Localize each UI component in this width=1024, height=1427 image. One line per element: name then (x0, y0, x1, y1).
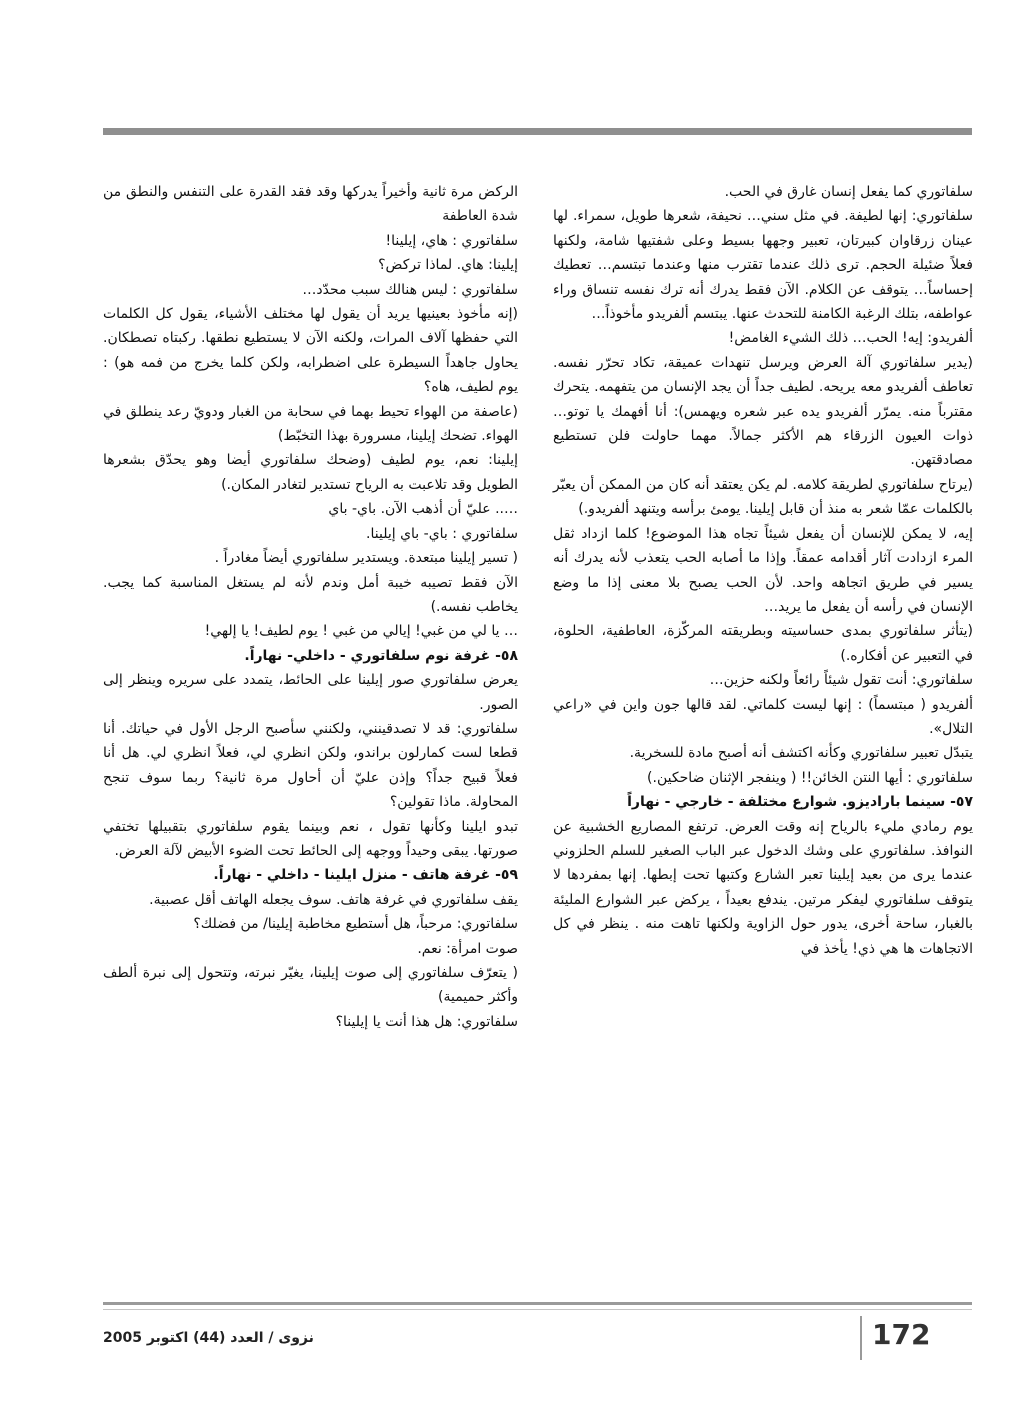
paragraph: سلفاتوري : أيها النتن الخائن!! ( وينفجر الإثنان ضاحكين.) (647, 769, 973, 786)
paragraph: (يتأثر سلفاتوري بمدى حساسيته وبطريقته المركّزة، العاطفية، الحلوة، في التعبير عن أفكاره.) (553, 623, 973, 664)
scene-heading: ٥٧- سينما باراديزو. شوارع مختلفة - خارجي - نهاراً (627, 794, 973, 811)
footer-rule (103, 1302, 972, 1305)
header-rule (103, 128, 972, 135)
paragraph: سلفاتوري: إنها لطيفة. في مثل سني… نحيفة، شعرها طويل، سمراء. لها عينان زرقاوان كبيرتان، تعبير وجهها بسيط وعلى شفتيها شامة، ولكنها فعلاً ضئيلة الحجم. ترى ذلك عندما تقترب منها وعندما تبتسم… تعطيك إحساساً… يتوقف عن الكلام. الآن فقط يدرك أنه ترك نفسه تنساق وراء عواطفه، بتلك الرغبة الكامنة للتحدث عنها. يبتسم ألفريدو مأخوذاً… (553, 208, 973, 323)
publication-info: نزوى / العدد (44) اكتوبر 2005 (103, 1330, 314, 1346)
paragraph: … يا لي من غبي! إيالي من غبي ! يوم لطيف! يا إلهي! (204, 623, 518, 640)
paragraph: سلفاتوري : ليس هنالك سبب محدّد… (302, 281, 518, 298)
paragraph: سلفاتوري: هل هذا أنت يا إيلينا؟ (335, 1013, 518, 1030)
paragraph: سلفاتوري كما يفعل إنسان غارق في الحب. (724, 184, 973, 200)
scene-heading: ٥٨- غرفة نوم سلفاتوري - داخلي- نهاراً. (244, 647, 518, 664)
paragraph: إيه، لا يمكن للإنسان أن يفعل شيئاً تجاه هذا الموضوع! كلما ازداد ثقل المرء ازدادت آثار أقدامه عمقاً. وإذا ما أصابه الحب يتعذب لأنه يدرك أنه يسير في طريق اتجاهه واحد. لأن الحب يصبح بلا معنى إذا ما وضع الإنسان في رأسه أن يفعل ما يريد… (553, 525, 973, 615)
paragraph: (يدير سلفاتوري آلة العرض ويرسل تنهدات عميقة، تكاد تحرّر نفسه. تعاطف ألفريدو معه يريحه. لطيف جداً أن يجد الإنسان من يتفهمه. يتحرك مقترباً منه. يمرّر ألفريدو يده عبر شعره ويهمس): أنا أفهمك يا توتو… ذوات العيون الزرقاء هم الأكثر جمالاً. مهما حاولت فلن تستطيع مصادقتهن. (553, 354, 973, 469)
page-number-divider (860, 1316, 862, 1360)
paragraph: ألفريدو: إيه! الحب… ذلك الشيء الغامض! (728, 330, 973, 347)
paragraph: سلفاتوري : هاي، إيلينا! (385, 232, 518, 249)
paragraph: سلفاتوري: مرحباً، هل أستطيع مخاطبة إيلينا/ من فضلك؟ (193, 916, 518, 933)
paragraph: يعرض سلفاتوري صور إيلينا على الحائط، يتمدد على سريره وينظر إلى الصور. (103, 672, 518, 713)
paragraph: ( يتعرّف سلفاتوري إلى صوت إيلينا، يغيّر نبرته، وتتحول إلى نبرة ألطف وأكثر حميمية) (103, 965, 518, 1006)
paragraph: إيلينا: هاي. لماذا تركض؟ (378, 257, 518, 274)
paragraph: ألفريدو ( مبتسماً) : إنها ليست كلماتي. لقد قالها جون واين في «راعي التلال». (553, 696, 973, 737)
paragraph: سلفاتوري : باي- باي إيلينا. (366, 525, 518, 542)
paragraph: (عاصفة من الهواء تحيط بهما في سحابة من الغبار ودويّ رعد ينطلق في الهواء. تضحك إيلينا، مسرورة بهذا التخبّط) (103, 403, 518, 445)
paragraph: يتبدّل تعبير سلفاتوري وكأنه اكتشف أنه أصبح مادة للسخرية. (629, 745, 973, 762)
paragraph: ….. عليّ أن أذهب الآن. باي- باي (328, 501, 518, 518)
page-number: 172 (872, 1318, 931, 1351)
paragraph: (يرتاح سلفاتوري لطريقة كلامه. لم يكن يعتقد أنه كان من الممكن أن يعبّر بالكلمات عمّا شعر به منذ أن قابل إيلينا. يومئ برأسه ويتنهد ألفريدو.) (552, 476, 973, 518)
paragraph: ( تسير إيلينا مبتعدة. ويستدير سلفاتوري أيضاً مغادراً . (214, 550, 518, 567)
article-column-right (553, 180, 973, 961)
paragraph: تبدو ايلينا وكأنها تقول ، نعم وبينما يقوم سلفاتوري بتقبيلها تختفي صورتها. يبقى وحيداً ووجهه إلى الحائط تحت الضوء الأبيض لآلة العرض. (103, 818, 518, 859)
paragraph: يقف سلفاتوري في غرفة هاتف. سوف يجعله الهاتف أقل عصبية. (149, 891, 518, 908)
paragraph: يوم رمادي مليء بالرياح إنه وقت العرض. ترتفع المصاريع الخشبية عن النوافذ. سلفاتوري على وشك الدخول عبر الباب الصغير للسلم الحلزوني عندما يرى من بعيد إيلينا تعبر الشارع وكتبها تحت إبطها. إنها بمفردها لا يتوقف سلفاتوري ليفكر مرتين. يندفع بعيداً ، يركض عبر الشوارع المليئة بالغبار، ساحة أخرى، يدور حول الزاوية ولكنها تاهت منه . ينظر في كل الاتجاهات ها هي ذي! يأخذ في (553, 818, 973, 957)
paragraph: الآن فقط تصيبه خيبة أمل وندم لأنه لم يستغل المناسبة كما يجب. يخاطب نفسه.) (103, 574, 518, 615)
paragraph: إيلينا: نعم، يوم لطيف (وضحك سلفاتوري أيضا وهو يحدّق بشعرها الطويل وقد تلاعبت به الرياح تستدير لتغادر المكان.) (103, 452, 518, 493)
paragraph: الركض مرة ثانية وأخيراً يدركها وقد فقد القدرة على التنفس والنطق من شدة العاطفة (103, 184, 518, 225)
article-column-left (103, 180, 518, 1034)
paragraph: سلفاتوري: قد لا تصدقينني، ولكنني سأصبح الرجل الأول في حياتك. أنا قطعا لست كمارلون براندو، ولكن انظري لي، فعلاً انظري لي. هل أنا فعلاً قبيح جداً؟ وإذن عليّ أن أحاول مرة ثانية؟ ربما سوف تنجح المحاولة. ماذا تقولين؟ (103, 720, 518, 811)
footer-rule-thin (103, 1309, 972, 1310)
paragraph: سلفاتوري: أنت تقول شيئاً رائعاً ولكنه حزين… (709, 672, 973, 689)
paragraph: صوت امرأة: نعم. (417, 940, 518, 957)
scene-heading: ٥٩- غرفة هاتف - منزل ايلينا - داخلي - نهاراً. (213, 867, 518, 884)
paragraph: (إنه مأخوذ بعينيها يريد أن يقول لها مختلف الأشياء، يقول كل الكلمات التي حفظها آلاف المرات، ولكنه الآن لا يستطيع نطقها. ركبتاه تصطكان. يحاول جاهداً السيطرة على اضطرابه، ولكن كلما يخرج من فمه هو) : يوم لطيف، هاه؟ (103, 306, 518, 396)
